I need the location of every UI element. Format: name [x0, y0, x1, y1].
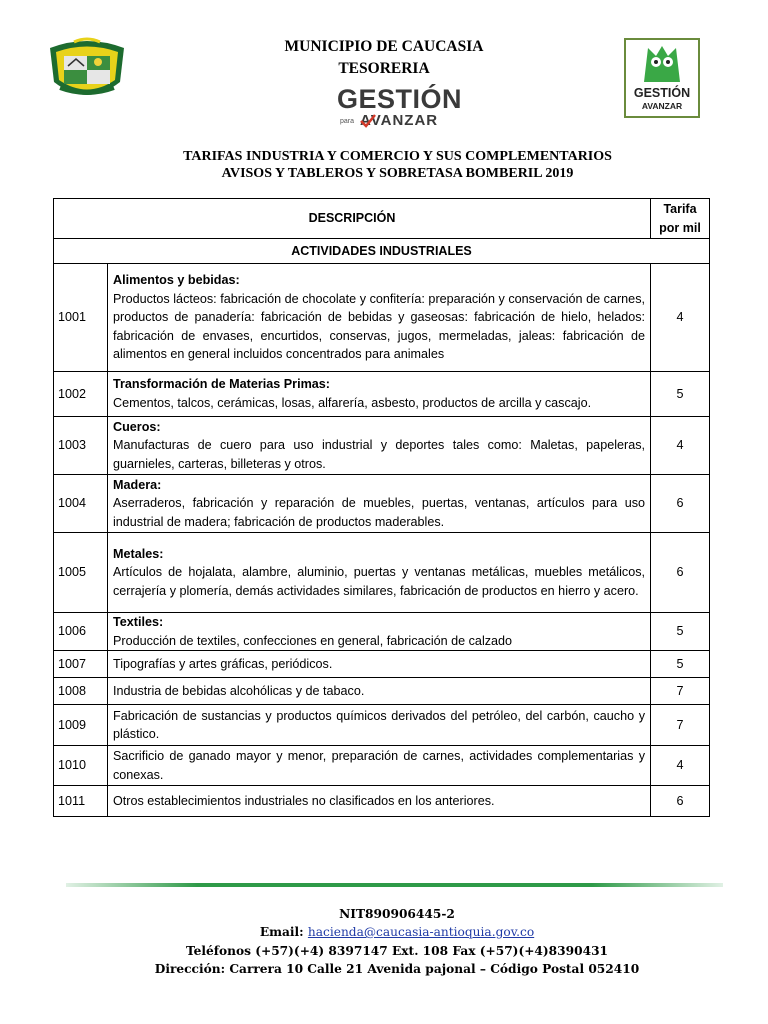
table-row — [54, 264, 710, 372]
document-title-line1: TARIFAS INDUSTRIA Y COMERCIO Y SUS COMPLEMENTARIOS — [183, 149, 612, 164]
table-row — [54, 705, 710, 746]
activity-text: Productos lácteos: fabricación de chocolate y confitería: preparación y conservación de carnes, productos de panadería: fabricación de bebidas y gaseosas: fabricación de hielo, helados: fabricación de envases, encurtidos, conservas, jugos, mermeladas, jaleas: fabricación de alimentos en general incluidos concentrados para animales — [113, 291, 645, 362]
email-link[interactable]: hacienda@caucasia-antioquia.gov.co — [307, 925, 535, 939]
rate-column-header — [651, 199, 710, 239]
table-row — [54, 372, 710, 417]
badge-sub-text: AVANZAR — [641, 101, 683, 111]
rate-header-line1: Tarifa — [663, 201, 697, 216]
activity-rate: 6 — [651, 475, 710, 533]
activity-text: Otros establecimientos industriales no clasificados en los anteriores. — [108, 786, 651, 817]
activity-rate: 4 — [651, 417, 710, 475]
activity-category: Cueros: — [113, 419, 161, 434]
brand-sub-text: AVANZAR — [360, 112, 439, 129]
activity-code: 1005 — [54, 533, 108, 613]
activity-category: Transformación de Materias Primas: — [113, 377, 330, 392]
owl-icon — [640, 42, 684, 86]
section-header: ACTIVIDADES INDUSTRIALES — [54, 239, 710, 264]
activity-text: Industria de bebidas alcohólicas y de tabaco. — [108, 678, 651, 705]
gestion-avanzar-logo — [330, 84, 470, 134]
brand-prefix-text: para — [340, 118, 355, 125]
activity-text: Artículos de hojalata, alambre, aluminio, puertas y ventanas metálicas, muebles metálicos, cerrajería y plomería, demás actividades similares, fabricación de productos en hierro y acero. — [113, 565, 645, 598]
email-label: Email: — [259, 925, 304, 939]
badge-main-text: GESTIÓN — [633, 86, 691, 100]
footer-email-line — [0, 925, 768, 939]
table-row — [54, 533, 710, 613]
brand-main-text: GESTIÓN — [337, 84, 463, 114]
activity-text: Tipografías y artes gráficas, periódicos. — [108, 651, 651, 678]
activity-code: 1010 — [54, 746, 108, 786]
activity-code: 1011 — [54, 786, 108, 817]
gestion-avanzar-badge — [624, 38, 700, 118]
rate-header-line2: por mil — [659, 220, 701, 235]
table-row — [54, 475, 710, 533]
activity-code: 1001 — [54, 264, 108, 372]
activity-description — [108, 613, 651, 651]
table-row — [54, 678, 710, 705]
table-header-row — [54, 199, 710, 239]
activity-description — [108, 372, 651, 417]
activity-code: 1004 — [54, 475, 108, 533]
brand-check-icon — [360, 114, 376, 128]
activity-category: Metales: — [113, 546, 164, 561]
activity-description — [108, 475, 651, 533]
activity-category: Textiles: — [113, 615, 164, 629]
activity-text: Manufacturas de cuero para uso industrial y deportes tales como: Maletas, papeleras, guarnieles, carteras, billeteras y otros. — [113, 438, 645, 471]
activity-text: Producción de textiles, confecciones en general, fabricación de calzado — [113, 633, 513, 648]
activity-category: Alimentos y bebidas: — [113, 273, 240, 288]
activity-description — [108, 264, 651, 372]
table-row — [54, 613, 710, 651]
activity-rate: 4 — [651, 746, 710, 786]
activity-code: 1008 — [54, 678, 108, 705]
activity-rate: 4 — [651, 264, 710, 372]
table-row — [54, 651, 710, 678]
section-row — [54, 239, 710, 264]
footer-address: Dirección: Carrera 10 Calle 21 Avenida pajonal – Código Postal 052410 — [154, 962, 640, 976]
table-row — [54, 746, 710, 786]
activity-code: 1006 — [54, 613, 108, 651]
document-title-line2: AVISOS Y TABLEROS Y SOBRETASA BOMBERIL 2019 — [221, 166, 574, 181]
activity-rate: 6 — [651, 533, 710, 613]
activity-rate: 5 — [651, 651, 710, 678]
description-column-header: DESCRIPCIÓN — [54, 199, 651, 239]
activity-rate: 6 — [651, 786, 710, 817]
activity-rate: 7 — [651, 678, 710, 705]
rates-table — [53, 198, 710, 817]
municipality-name: MUNICIPIO DE CAUCASIA — [284, 38, 484, 55]
footer-nit: NIT890906445-2 — [339, 907, 455, 921]
table-row — [54, 786, 710, 817]
activity-code: 1009 — [54, 705, 108, 746]
activity-text: Cementos, talcos, cerámicas, losas, alfarería, asbesto, productos de arcilla y cascajo. — [113, 396, 592, 410]
activity-rate: 7 — [651, 705, 710, 746]
activity-code: 1002 — [54, 372, 108, 417]
table-row — [54, 417, 710, 475]
department-name: TESORERIA — [338, 60, 430, 77]
footer-phones: Teléfonos (+57)(+4) 8397147 Ext. 108 Fax (+57)(+4)8390431 — [185, 944, 609, 958]
activity-category: Madera: — [113, 477, 162, 492]
activity-description — [108, 417, 651, 475]
activity-code: 1003 — [54, 417, 108, 475]
activity-text: Fabricación de sustancias y productos químicos derivados del petróleo, del carbón, caucho y plástico. — [108, 705, 651, 746]
activity-code: 1007 — [54, 651, 108, 678]
activity-text: Aserraderos, fabricación y reparación de muebles, puertas, ventanas, artículos para uso industrial de madera; fabricación de productos maderables. — [113, 496, 645, 529]
activity-rate: 5 — [651, 613, 710, 651]
activity-text: Sacrificio de ganado mayor y menor, preparación de carnes, actividades complementarias y conexas. — [108, 746, 651, 786]
activity-rate: 5 — [651, 372, 710, 417]
footer-divider — [66, 883, 723, 887]
activity-description — [108, 533, 651, 613]
